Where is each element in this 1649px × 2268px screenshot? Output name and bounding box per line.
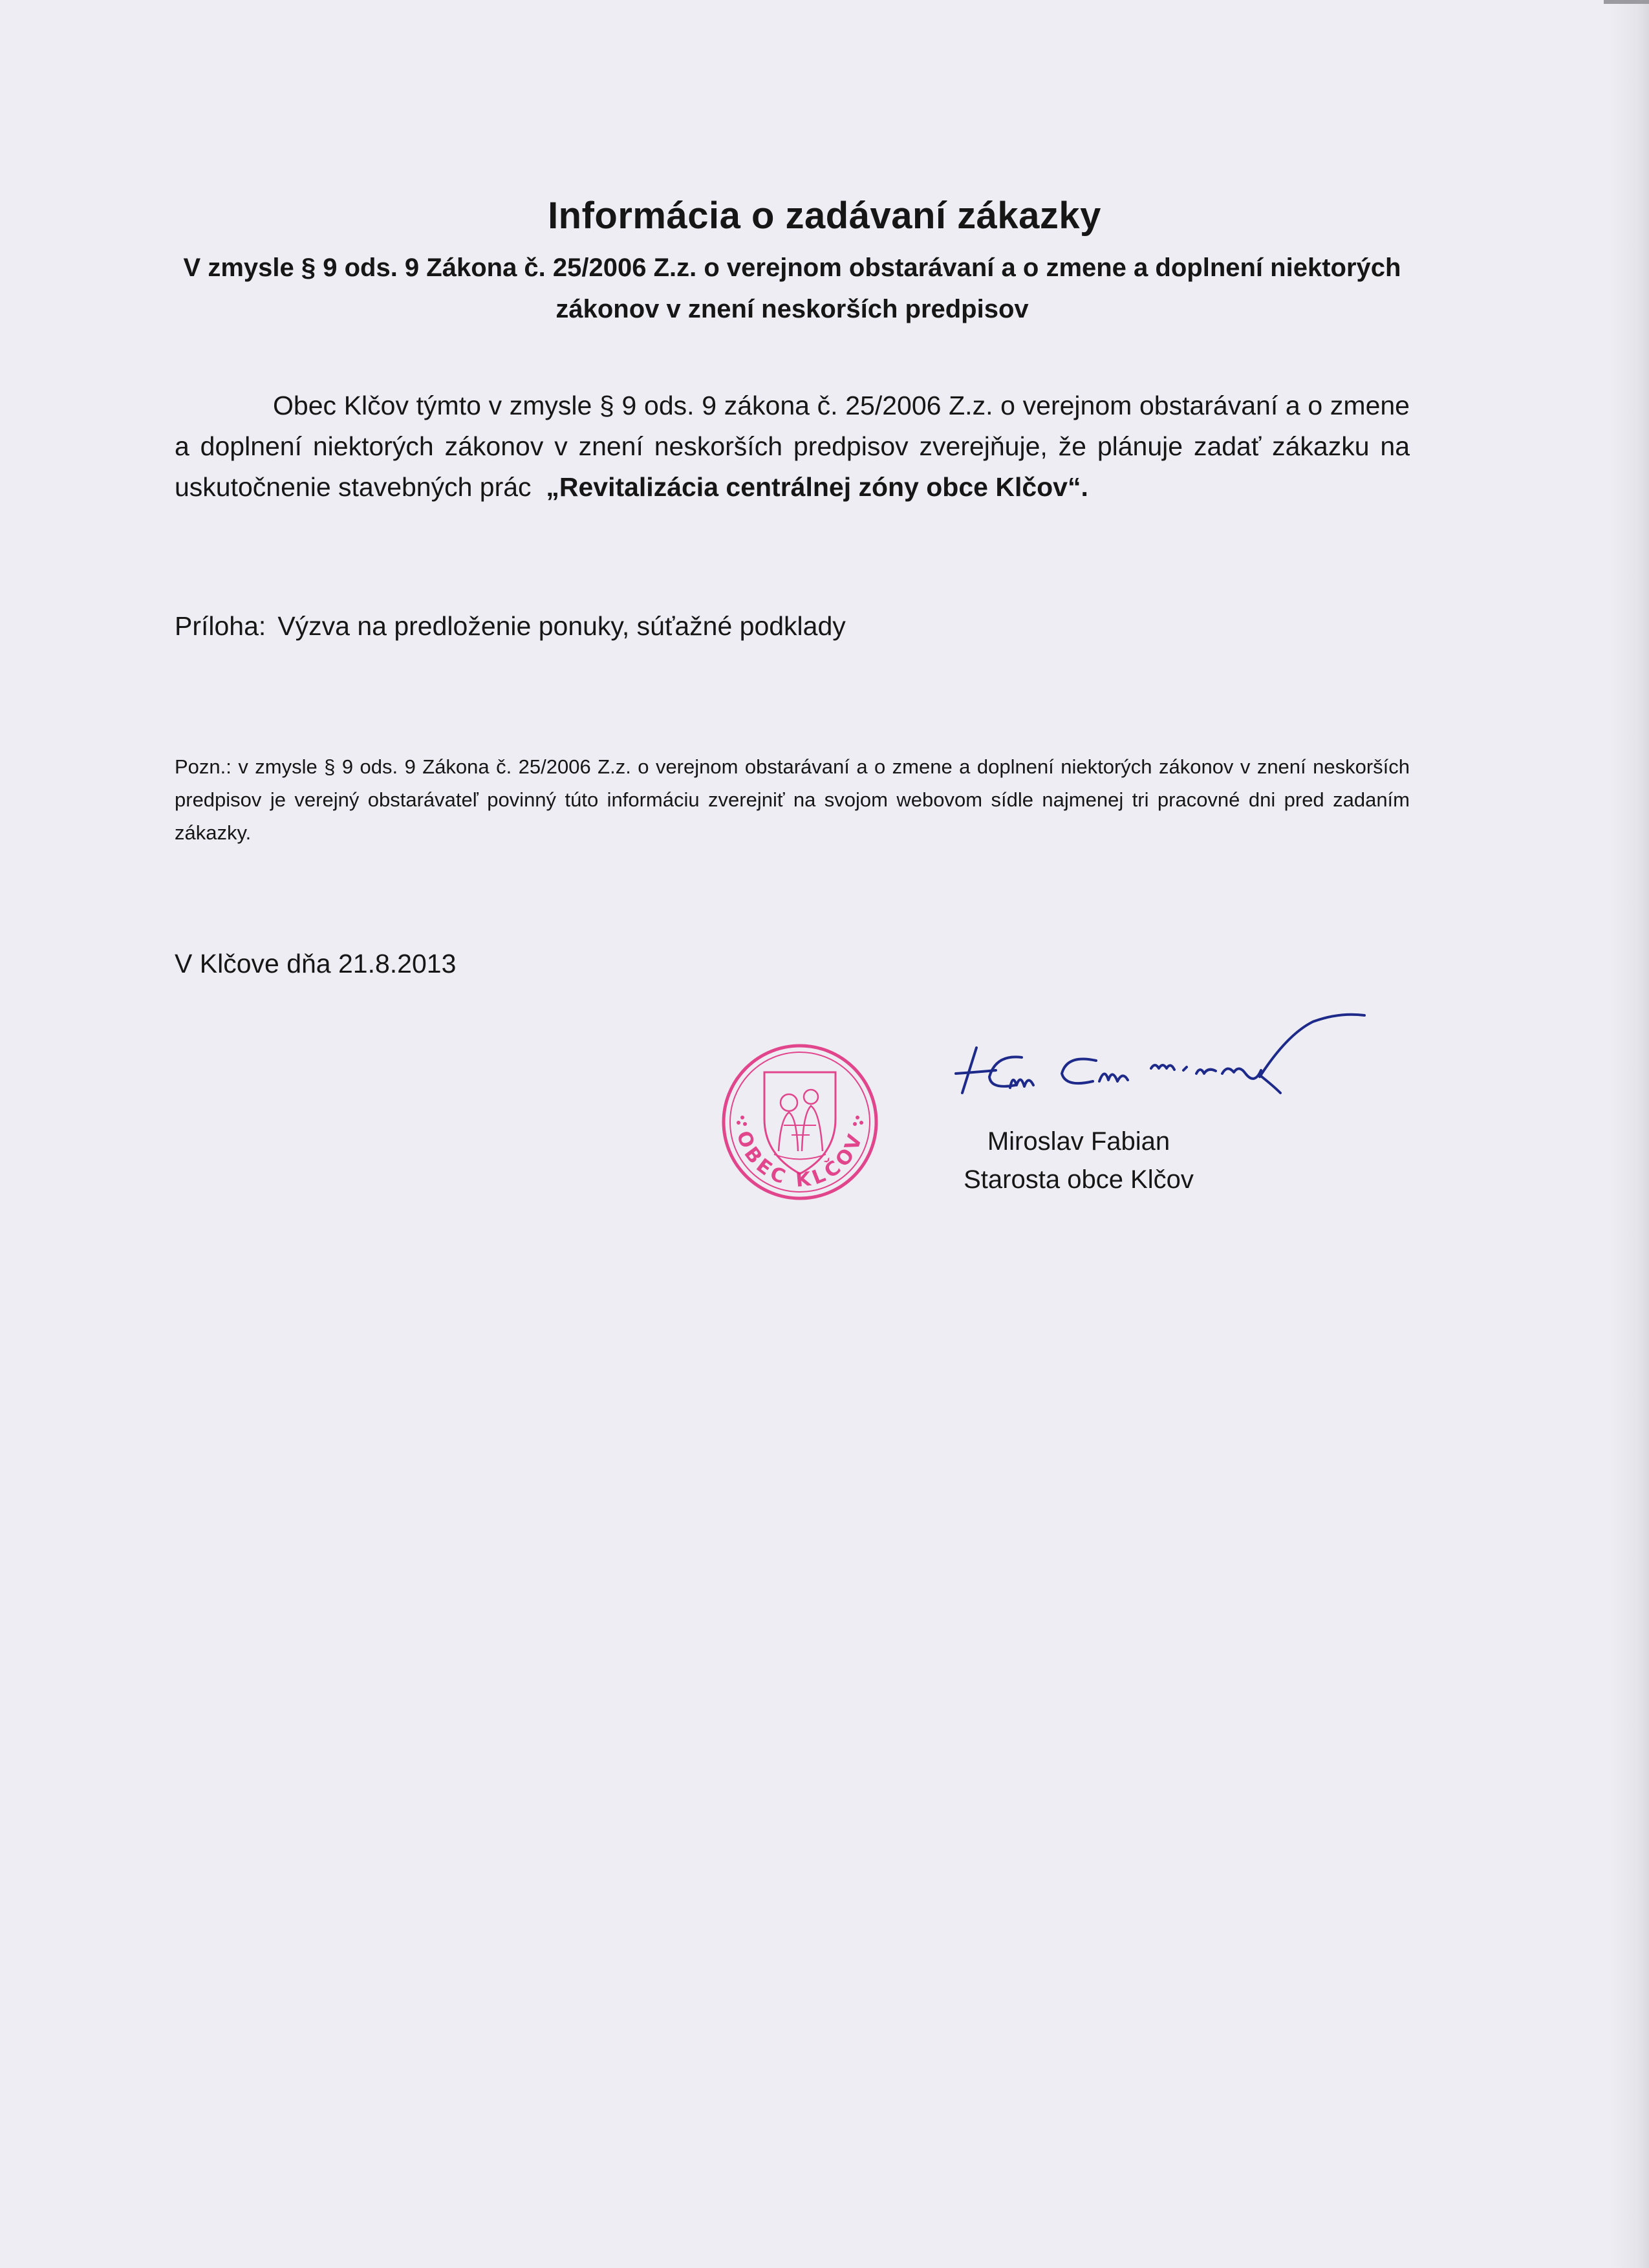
subtitle-line-1: V zmysle § 9 ods. 9 Zákona č. 25/2006 Z.z. o verejnom obstarávaní a o zmene a doplnení niektorých xyxy=(183,254,1401,282)
body-text: Obec Klčov týmto v zmysle § 9 ods. 9 zákona č. 25/2006 Z.z. o verejnom obstarávaní a o zmene a doplnení niektorých zákonov v znení neskorších predpisov zverejňuje, že plánuje zadať zákazku na uskutočnenie stavebných prác xyxy=(175,391,1410,502)
attachment-value: Výzva na predloženie ponuky, súťažné podklady xyxy=(277,611,846,641)
signer-position: Starosta obce Klčov xyxy=(964,1165,1194,1194)
document-subtitle xyxy=(175,247,1410,330)
place-date: V Klčove dňa 21.8.2013 xyxy=(175,949,457,978)
attachment-line xyxy=(175,608,846,644)
municipal-stamp xyxy=(719,1041,881,1203)
subtitle-line-2: zákonov v znení neskorších predpisov xyxy=(555,295,1029,323)
page-edge-shadow xyxy=(1610,0,1649,2268)
body-paragraph xyxy=(175,385,1410,508)
svg-text:OBEC KLČOV: OBEC KLČOV xyxy=(731,1128,868,1192)
attachment-label: Príloha: xyxy=(175,611,266,641)
signer-block xyxy=(943,1123,1214,1199)
signer-name: Miroslav Fabian xyxy=(987,1127,1170,1156)
handwritten-signature xyxy=(951,1009,1377,1106)
legal-note: Pozn.: v zmysle § 9 ods. 9 Zákona č. 25/2006 Z.z. o verejnom obstarávaní a o zmene a doplnení niektorých zákonov v znení neskorších predpisov je verejný obstarávateľ povinný túto informáciu zverejniť na svojom webovom sídle najmenej tri pracovné dni pred zadaním zákazky. xyxy=(175,755,1410,844)
document-title: Informácia o zadávaní zákazky xyxy=(548,195,1101,237)
scan-edge-mark xyxy=(1604,0,1649,4)
project-name: „Revitalizácia centrálnej zóny obce Klčov“. xyxy=(546,472,1088,502)
